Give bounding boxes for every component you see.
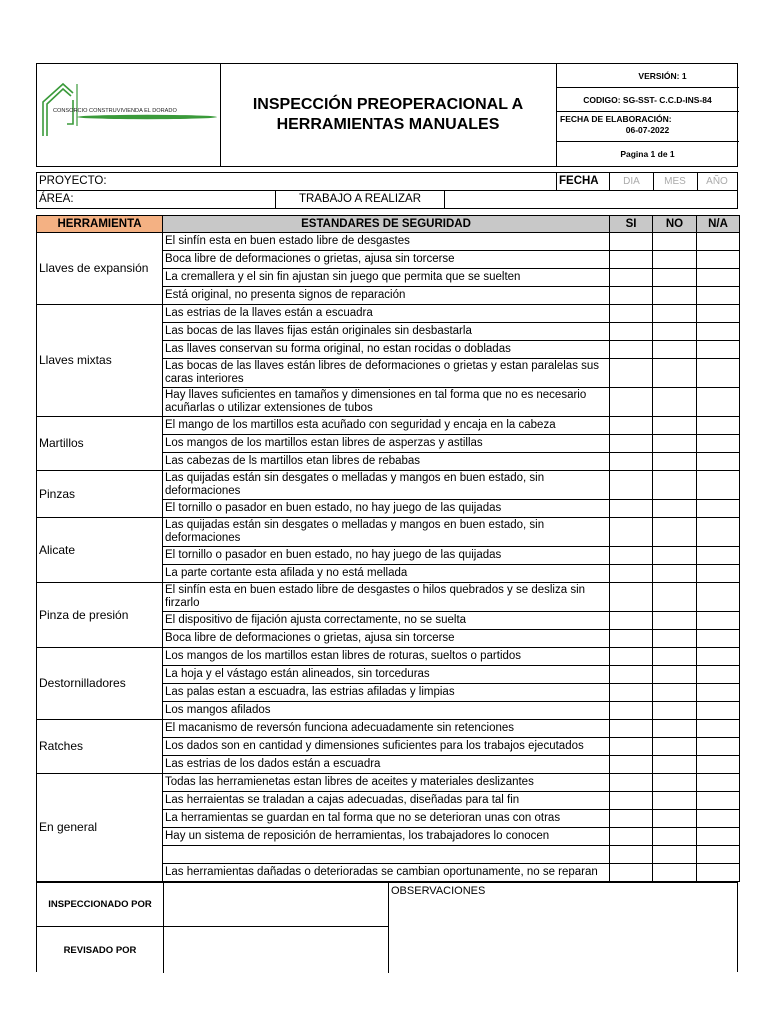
tool-name: Llaves mixtas: [37, 305, 163, 417]
check-cell-si[interactable]: [610, 565, 653, 583]
criterion-text: Los mangos afilados: [163, 702, 610, 720]
check-cell-si[interactable]: [610, 547, 653, 565]
check-cell-si[interactable]: [610, 684, 653, 702]
criterion-text: El sinfín esta en buen estado libre de desgastes: [163, 233, 610, 251]
check-cell-si[interactable]: [610, 341, 653, 359]
reviewed-by-field[interactable]: [164, 927, 389, 973]
tool-name: Llaves de expansión: [37, 233, 163, 305]
check-cell-si[interactable]: [610, 287, 653, 305]
check-cell-na[interactable]: [697, 500, 740, 518]
check-cell-na[interactable]: [697, 828, 740, 846]
check-cell-si[interactable]: [610, 630, 653, 648]
criterion-text: Boca libre de deformaciones o grietas, ajusa sin torcerse: [163, 630, 610, 648]
fecha-label: FECHA: [556, 173, 610, 190]
check-cell-no[interactable]: [653, 388, 697, 417]
check-cell-no[interactable]: [653, 323, 697, 341]
criterion-text: Las cabezas de ls martillos etan libres de rebabas: [163, 453, 610, 471]
check-cell-si[interactable]: [610, 435, 653, 453]
area-row: [36, 191, 738, 209]
check-cell-si[interactable]: [610, 518, 653, 547]
criterion-text: Las estrias de los dados están a escuadra: [163, 756, 610, 774]
criterion-text: Las quijadas están sin desgates o melladas y mangos en buen estado, sin deformaciones: [163, 518, 610, 547]
criterion-text: Las herraientas se traladan a cajas adecuadas, diseñadas para tal fin: [163, 792, 610, 810]
check-cell-si[interactable]: [610, 774, 653, 792]
tool-name: Alicate: [37, 518, 163, 583]
check-cell-na[interactable]: [697, 547, 740, 565]
criterion-text: El dispositivo de fijación ajusta correctamente, no se suelta: [163, 612, 610, 630]
check-cell-no[interactable]: [653, 435, 697, 453]
check-cell-na[interactable]: [697, 846, 740, 864]
svg-text:CONSORCIO CONSTRUVIVIENDA EL D: CONSORCIO CONSTRUVIVIENDA EL DORADO: [53, 108, 177, 114]
criterion-text: El macanismo de reversón funciona adecuadamente sin retenciones: [163, 720, 610, 738]
check-cell-si[interactable]: [610, 269, 653, 287]
check-cell-na[interactable]: [697, 323, 740, 341]
check-cell-si[interactable]: [610, 666, 653, 684]
criterion-text: Las herramientas dañadas o deterioradas se cambian oportunamente, no se reparan: [163, 864, 610, 882]
table-row: [37, 471, 740, 500]
check-cell-si[interactable]: [610, 417, 653, 435]
page-title: INSPECCIÓN PREOPERACIONAL A HERRAMIENTAS MANUALES: [252, 96, 524, 133]
criterion-text: Los dados son en cantidad y dimensiones suficientes para los trabajos ejecutados: [163, 738, 610, 756]
check-cell-na[interactable]: [697, 341, 740, 359]
check-cell-no[interactable]: [653, 583, 697, 612]
check-cell-no[interactable]: [653, 269, 697, 287]
criterion-text: La parte cortante esta afilada y no está mellada: [163, 565, 610, 583]
check-cell-na[interactable]: [697, 612, 740, 630]
company-logo: [37, 64, 220, 166]
check-cell-na[interactable]: [697, 810, 740, 828]
check-cell-na[interactable]: [697, 388, 740, 417]
col-header-si: SI: [610, 216, 653, 233]
check-cell-si[interactable]: [610, 846, 653, 864]
title-cell: [220, 64, 557, 166]
check-cell-si[interactable]: [610, 359, 653, 388]
inspected-by-cell: [37, 883, 164, 927]
area-label: ÁREA:: [39, 193, 74, 205]
check-cell-si[interactable]: [610, 864, 653, 882]
check-cell-si[interactable]: [610, 648, 653, 666]
signature-footer: [36, 882, 738, 972]
tool-name: Destornilladores: [37, 648, 163, 720]
check-cell-no[interactable]: [653, 774, 697, 792]
observations-label: OBSERVACIONES: [391, 885, 486, 897]
criterion-text: El mango de los martillos esta acuñado con seguridad y encaja en la cabeza: [163, 417, 610, 435]
check-cell-si[interactable]: [610, 233, 653, 251]
check-cell-no[interactable]: [653, 756, 697, 774]
criterion-text: Hay un sistema de reposición de herramientas, los trabajadores lo conocen: [163, 828, 610, 846]
check-cell-si[interactable]: [610, 810, 653, 828]
inspected-by-label: INSPECCIONADO POR: [48, 899, 152, 910]
version-label: VERSIÓN: 1: [556, 64, 739, 88]
check-cell-na[interactable]: [697, 792, 740, 810]
check-cell-na[interactable]: [697, 756, 740, 774]
check-cell-si[interactable]: [610, 720, 653, 738]
check-cell-na[interactable]: [697, 648, 740, 666]
check-cell-no[interactable]: [653, 630, 697, 648]
check-cell-na[interactable]: [697, 630, 740, 648]
check-cell-no[interactable]: [653, 702, 697, 720]
table-row: [37, 648, 740, 666]
col-header-no: NO: [653, 216, 697, 233]
criterion-text: Boca libre de deformaciones o grietas, ajusa sin torcerse: [163, 251, 610, 269]
check-cell-na[interactable]: [697, 702, 740, 720]
document-header: [36, 63, 738, 167]
check-cell-no[interactable]: [653, 471, 697, 500]
tool-name: Pinza de presión: [37, 583, 163, 648]
logo-cell: [37, 64, 221, 166]
project-row: [36, 172, 738, 191]
check-cell-no[interactable]: [653, 684, 697, 702]
reviewed-by-label: REVISADO POR: [63, 944, 137, 956]
check-cell-na[interactable]: [697, 738, 740, 756]
page-number: Pagina 1 de 1: [620, 149, 675, 159]
day-field[interactable]: DIA: [610, 173, 654, 190]
table-row: [37, 720, 740, 738]
check-cell-na[interactable]: [697, 684, 740, 702]
check-cell-na[interactable]: [697, 269, 740, 287]
check-cell-si[interactable]: [610, 583, 653, 612]
check-cell-no[interactable]: [653, 648, 697, 666]
check-cell-no[interactable]: [653, 720, 697, 738]
criterion-text: Hay llaves suficientes en tamaños y dimensiones en tal forma que no es necesario acuñarlas o utilizar extensiones de tubos: [163, 388, 610, 417]
check-cell-si[interactable]: [610, 738, 653, 756]
inspection-table: [36, 215, 740, 882]
criterion-text: Las bocas de las llaves están libres de deformaciones o grietas y estan paralelas sus caras interiores: [163, 359, 610, 388]
check-cell-si[interactable]: [610, 702, 653, 720]
check-cell-na[interactable]: [697, 287, 740, 305]
month-field[interactable]: MES: [653, 173, 698, 190]
code-label: CODIGO: SG-SST- C.C.D-INS-84: [556, 88, 739, 112]
check-cell-na[interactable]: [697, 720, 740, 738]
check-cell-no[interactable]: [653, 500, 697, 518]
check-cell-no[interactable]: [653, 233, 697, 251]
col-header-standards: ESTANDARES DE SEGURIDAD: [163, 216, 610, 233]
criterion-text: Los mangos de los martillos estan libres de asperzas y astillas: [163, 435, 610, 453]
criterion-text: La herramientas se guardan en tal forma que no se deterioran unas con otras: [163, 810, 610, 828]
table-header-row: [37, 216, 740, 233]
table-row: [37, 417, 740, 435]
check-cell-si[interactable]: [610, 305, 653, 323]
check-cell-si[interactable]: [610, 756, 653, 774]
check-cell-no[interactable]: [653, 518, 697, 547]
check-cell-no[interactable]: [653, 453, 697, 471]
check-cell-no[interactable]: [653, 565, 697, 583]
check-cell-na[interactable]: [697, 417, 740, 435]
criterion-text: Está original, no presenta signos de reparación: [163, 287, 610, 305]
date-label: FECHA DE ELABORACIÓN:: [560, 114, 672, 124]
check-cell-no[interactable]: [653, 251, 697, 269]
check-cell-si[interactable]: [610, 612, 653, 630]
table-row: [37, 583, 740, 612]
year-field[interactable]: AÑO: [706, 176, 728, 187]
check-cell-na[interactable]: [697, 583, 740, 612]
date-block: [556, 112, 739, 142]
tool-name: Pinzas: [37, 471, 163, 518]
criterion-text: Las estrias de la llaves están a escuadra: [163, 305, 610, 323]
table-row: [37, 774, 740, 792]
check-cell-no[interactable]: [653, 612, 697, 630]
check-cell-si[interactable]: [610, 792, 653, 810]
check-cell-no[interactable]: [653, 864, 697, 882]
date-value: 06-07-2022: [625, 125, 670, 135]
criterion-text: Las palas estan a escuadra, las estrias afiladas y limpias: [163, 684, 610, 702]
criterion-text: Las llaves conservan su forma original, no estan rocidas o dobladas: [163, 341, 610, 359]
check-cell-no[interactable]: [653, 738, 697, 756]
table-body: [37, 233, 740, 882]
check-cell-si[interactable]: [610, 500, 653, 518]
check-cell-no[interactable]: [653, 287, 697, 305]
check-cell-na[interactable]: [697, 666, 740, 684]
check-cell-no[interactable]: [653, 810, 697, 828]
check-cell-si[interactable]: [610, 388, 653, 417]
project-label: PROYECTO:: [39, 175, 107, 187]
tool-name: En general: [37, 774, 163, 882]
check-cell-si[interactable]: [610, 251, 653, 269]
check-cell-no[interactable]: [653, 828, 697, 846]
check-cell-no[interactable]: [653, 417, 697, 435]
check-cell-na[interactable]: [697, 471, 740, 500]
tool-name: Martillos: [37, 417, 163, 471]
criterion-text: [163, 846, 610, 864]
check-cell-no[interactable]: [653, 792, 697, 810]
check-cell-na[interactable]: [697, 305, 740, 323]
criterion-text: El tornillo o pasador en buen estado, no hay juego de las quijadas: [163, 500, 610, 518]
work-label: TRABAJO A REALIZAR: [275, 191, 445, 208]
tool-name: Ratches: [37, 720, 163, 774]
check-cell-si[interactable]: [610, 453, 653, 471]
criterion-text: El tornillo o pasador en buen estado, no hay juego de las quijadas: [163, 547, 610, 565]
criterion-text: Los mangos de los martillos estan libres de roturas, sueltos o partidos: [163, 648, 610, 666]
check-cell-si[interactable]: [610, 828, 653, 846]
check-cell-no[interactable]: [653, 359, 697, 388]
table-row: [37, 305, 740, 323]
check-cell-no[interactable]: [653, 666, 697, 684]
criterion-text: Las quijadas están sin desgates o melladas y mangos en buen estado, sin deformaciones: [163, 471, 610, 500]
check-cell-si[interactable]: [610, 471, 653, 500]
check-cell-no[interactable]: [653, 305, 697, 323]
criterion-text: La cremallera y el sin fin ajustan sin juego que permita que se suelten: [163, 269, 610, 287]
table-row: [37, 233, 740, 251]
criterion-text: Las bocas de las llaves fijas están originales sin desbastarla: [163, 323, 610, 341]
reviewed-by-cell: [37, 927, 164, 973]
table-row: [37, 518, 740, 547]
check-cell-na[interactable]: [697, 233, 740, 251]
check-cell-na[interactable]: [697, 359, 740, 388]
criterion-text: El sinfín esta en buen estado libre de desgastes o hilos quebrados y se desliza sin firzarlo: [163, 583, 610, 612]
col-header-tool: HERRAMIENTA: [37, 216, 163, 233]
check-cell-si[interactable]: [610, 323, 653, 341]
criterion-text: Todas las herramienetas estan libres de aceites y materiales deslizantes: [163, 774, 610, 792]
check-cell-na[interactable]: [697, 453, 740, 471]
check-cell-na[interactable]: [697, 864, 740, 882]
check-cell-no[interactable]: [653, 547, 697, 565]
check-cell-no[interactable]: [653, 341, 697, 359]
col-header-na: N/A: [697, 216, 740, 233]
check-cell-na[interactable]: [697, 518, 740, 547]
check-cell-na[interactable]: [697, 565, 740, 583]
check-cell-na[interactable]: [697, 435, 740, 453]
check-cell-na[interactable]: [697, 774, 740, 792]
check-cell-na[interactable]: [697, 251, 740, 269]
check-cell-no[interactable]: [653, 846, 697, 864]
criterion-text: La hoja y el vástago están alineados, sin torceduras: [163, 666, 610, 684]
inspected-by-field[interactable]: [164, 883, 389, 927]
